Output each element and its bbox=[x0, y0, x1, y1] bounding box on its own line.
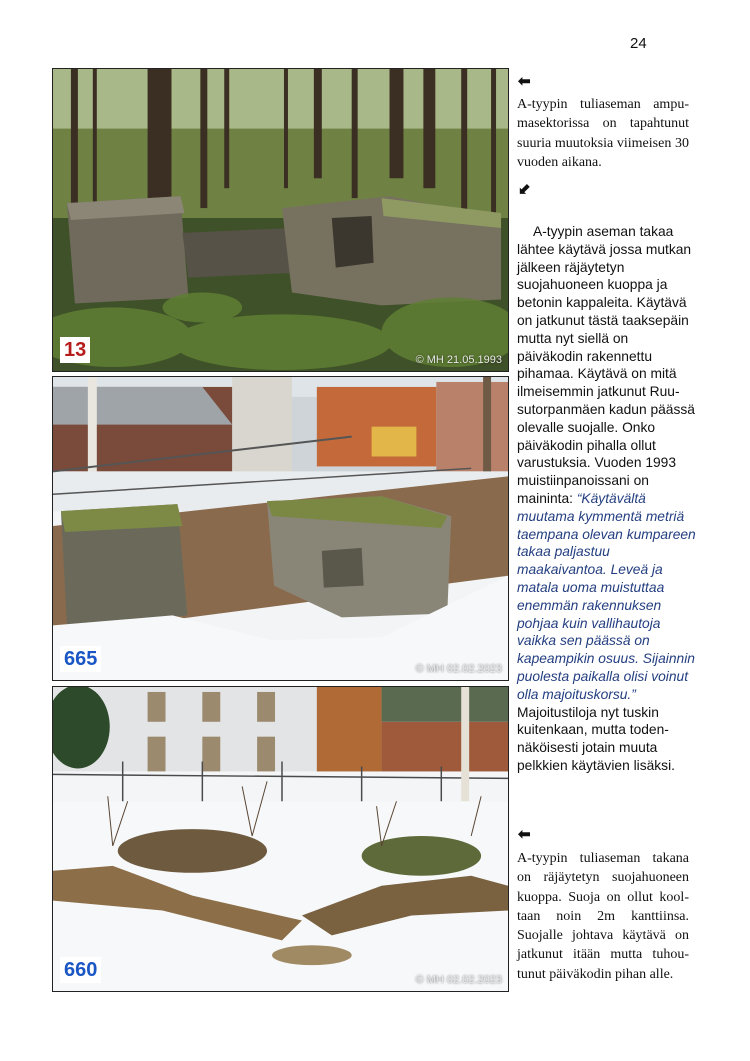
forest-bunker-image bbox=[53, 69, 508, 371]
snow-hollow-image bbox=[53, 687, 508, 991]
caption-top: A-tyypin tuliaseman ampumasektorissa on tapahtunut suuria muutoksia viimeisen 30 vuoden aikana. bbox=[517, 97, 689, 170]
caption-middle-text: A-tyypin aseman takaa lähtee käytävä jossa mutkan jälkeen räjäytetyn suojahuoneen kuoppa ja betonin kappaleita. Käytävä on jatkunut tästä taaksepäin mutta nyt siellä on päiväkodin rakennettu pihamaa. Käytävä on mitä ilmeisemmin jatkunut Ruusutorpanmäen kadun päässä olevalle suojalle. Onko päiväkodin pihalla ollut varustuksia. Vuoden 1993 muistiinpanoissani on maininta: bbox=[517, 224, 695, 506]
arrow-left-icon: ⬅ bbox=[518, 826, 531, 843]
caption-middle-text-end: Majoitustiloja nyt tuskin kuitenkaan, mutta todennäköisesti jotain muuta pelkkien käytävien lisäksi. bbox=[517, 704, 675, 773]
arrow-left-icon: ⬅ bbox=[518, 73, 531, 90]
caption-middle-quote: “Käytävältä muutama kymmentä metriä taempana olevan kumpareen takaa paljastuu maakaivantoa. Leveä ja matala uoma muistuttaa enemmän rakennuksen pohjaa kuin vallihautoja vaikka sen päässä on kapeampikin osuus. Sijainnin puolesta paikalla olisi voinut olla majoituskorsu.” bbox=[517, 490, 696, 702]
arrow-down-left-icon: ⬋ bbox=[518, 181, 531, 198]
caption-bottom: A-tyypin tuliaseman takana on räjäytetyn suojahuoneen kuoppa. Suoja on ollut kooltaan noin 2m kanttiinsa. Suojalle johtava käytävä on jatkunut itään mutta tuhoutunut päiväkodin pihan alle. bbox=[517, 851, 689, 982]
photo-snow-hollow bbox=[52, 686, 509, 992]
photo-bunker-snow bbox=[52, 376, 509, 681]
page-number: 24 bbox=[630, 35, 647, 52]
caption-middle bbox=[517, 223, 697, 775]
photo-copyright: © MH 02.02.2023 bbox=[415, 974, 502, 986]
photo-copyright: © MH 21.05.1993 bbox=[415, 354, 502, 366]
photo-number: 660 bbox=[60, 957, 101, 983]
photo-copyright: © MH 02.02.2023 bbox=[415, 663, 502, 675]
bunker-snow-image bbox=[53, 377, 508, 680]
photo-number: 665 bbox=[60, 646, 101, 672]
photo-forest-bunker bbox=[52, 68, 509, 372]
photo-number: 13 bbox=[60, 337, 90, 363]
